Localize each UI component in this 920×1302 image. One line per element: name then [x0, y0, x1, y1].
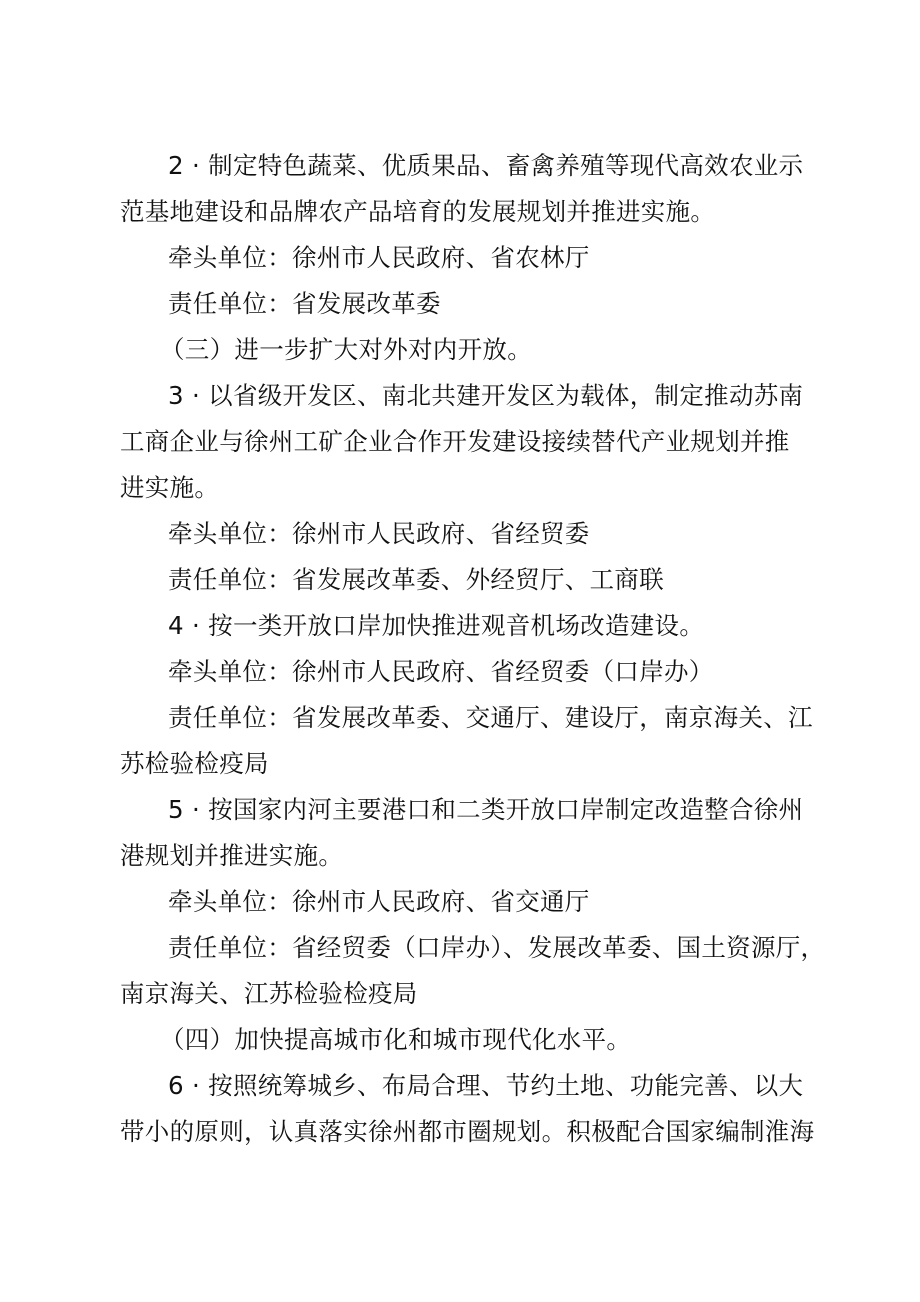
section-heading-4: （四）加快提高城市化和城市现代化水平。: [160, 1025, 632, 1054]
responsible-unit-line: 责任单位：省发展改革委、外经贸厅、工商联: [168, 565, 664, 594]
responsible-unit-line-2: 苏检验检疫局: [120, 749, 269, 778]
paragraph-item-2-line-1: 2 · 制定特色蔬菜、优质果品、畜禽养殖等现代高效农业示: [168, 151, 804, 180]
paragraph-item-6-line-1: 6 · 按照统筹城乡、布局合理、节约土地、功能完善、以大: [168, 1071, 804, 1100]
responsible-unit-line-1: 责任单位：省经贸委（口岸办）、发展改革委、国土资源厅，: [168, 933, 826, 962]
paragraph-item-2-line-2: 范基地建设和品牌农产品培育的发展规划并推进实施。: [120, 197, 716, 226]
paragraph-item-3-line-1: 3 · 以省级开发区、南北共建开发区为载体，制定推动苏南: [168, 381, 804, 410]
lead-unit-line: 牵头单位：徐州市人民政府、省经贸委: [168, 519, 590, 548]
responsible-unit-line-2: 南京海关、江苏检验检疫局: [120, 979, 418, 1008]
responsible-unit-line: 责任单位：省发展改革委: [168, 289, 441, 318]
paragraph-item-3-line-3: 进实施。: [120, 473, 220, 502]
lead-unit-line: 牵头单位：徐州市人民政府、省经贸委（口岸办）: [168, 657, 714, 686]
responsible-unit-line-1: 责任单位：省发展改革委、交通厅、建设厅，南京海关、江: [168, 703, 813, 732]
paragraph-item-3-line-2: 工商企业与徐州工矿企业合作开发建设接续替代产业规划并推: [120, 427, 790, 456]
paragraph-item-5-line-1: 5 · 按国家内河主要港口和二类开放口岸制定改造整合徐州: [168, 795, 804, 824]
lead-unit-line: 牵头单位：徐州市人民政府、省交通厅: [168, 887, 590, 916]
paragraph-item-5-line-2: 港规划并推进实施。: [120, 841, 344, 870]
section-heading-3: （三）进一步扩大对外对内开放。: [160, 335, 532, 364]
lead-unit-line: 牵头单位：徐州市人民政府、省农林厅: [168, 243, 590, 272]
paragraph-item-6-line-2: 带小的原则，认真落实徐州都市圈规划。积极配合国家编制淮海: [120, 1117, 815, 1146]
paragraph-item-4-line-1: 4 · 按一类开放口岸加快推进观音机场改造建设。: [168, 611, 705, 640]
